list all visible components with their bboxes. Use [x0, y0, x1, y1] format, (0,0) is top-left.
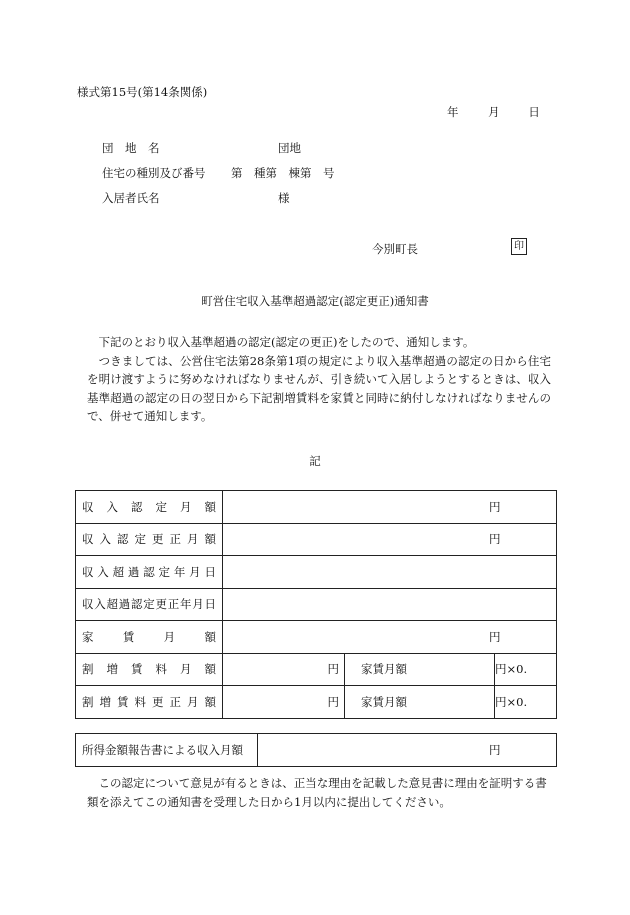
row-value: 円 — [223, 686, 345, 719]
danchi-label: 団 地 名 — [102, 141, 160, 155]
body-text — [87, 333, 551, 426]
income-report-label: 所得金額報告書による収入月額 — [76, 734, 258, 767]
row-sub-label: 家賃月額 — [345, 653, 495, 686]
table-row — [76, 588, 557, 621]
date-day: 日 — [528, 105, 540, 119]
table-row — [76, 556, 557, 589]
row-label: 家賃月額 — [76, 621, 223, 654]
row-label: 収入認定更正月額 — [76, 523, 223, 556]
row-sub-value: 円×0. — [495, 653, 557, 686]
ki-heading: 記 — [309, 454, 321, 468]
row-label: 収入超過認定更正年月日 — [76, 588, 223, 621]
row-value: 円 — [223, 491, 557, 524]
table-row — [76, 621, 557, 654]
row-label: 収入認定月額 — [76, 491, 223, 524]
row-value: 円 — [223, 523, 557, 556]
row-sub-value: 円×0. — [495, 686, 557, 719]
income-report-value: 円 — [258, 734, 557, 767]
mayor-title: 今別町長 — [372, 242, 418, 256]
danchi-value: 団地 — [278, 141, 301, 155]
type-label: 住宅の種別及び番号 — [102, 166, 206, 180]
row-value: 円 — [223, 621, 557, 654]
date-line — [447, 104, 540, 120]
table-row — [76, 686, 557, 719]
row-label: 収入超過認定年月日 — [76, 556, 223, 589]
note-text: この認定について意見が有るときは、正当な理由を記載した意見書に理由を証明する書類を添えてこの通知書を受理した日から1月以内に提出してください。 — [87, 776, 547, 809]
table-row — [76, 523, 557, 556]
date-year: 年 — [447, 105, 459, 119]
income-report-table — [75, 733, 557, 767]
row-value — [223, 588, 557, 621]
date-month: 月 — [488, 105, 500, 119]
name-value: 様 — [278, 191, 290, 205]
form-number: 様式第15号(第14条関係) — [77, 85, 208, 99]
row-label: 割増賃料更正月額 — [76, 686, 223, 719]
row-sub-label: 家賃月額 — [345, 686, 495, 719]
detail-table — [75, 490, 557, 719]
row-value — [223, 556, 557, 589]
table-row — [76, 491, 557, 524]
body-paragraph: つきましては、公営住宅法第28条第1項の規定により収入基準超過の認定の日から住宅を明け渡すように努めなければなりませんが、引き続いて入居しようとするときは、収入基準超過の認定の日の翌日から下記割増賃料を家賃と同時に納付しなければなりませんので、併せて通知します。 — [87, 353, 551, 423]
table-row — [76, 653, 557, 686]
type-value: 第 種第 棟第 号 — [231, 166, 335, 180]
table-row — [76, 734, 557, 767]
seal-stamp: 印 — [511, 238, 527, 255]
document-title: 町営住宅収入基準超過認定(認定更正)通知書 — [201, 294, 429, 308]
name-label: 入居者氏名 — [102, 191, 160, 205]
row-value: 円 — [223, 653, 345, 686]
row-label: 割増賃料月額 — [76, 653, 223, 686]
body-paragraph: 下記のとおり収入基準超過の認定(認定の更正)をしたので、通知します。 — [98, 335, 475, 349]
